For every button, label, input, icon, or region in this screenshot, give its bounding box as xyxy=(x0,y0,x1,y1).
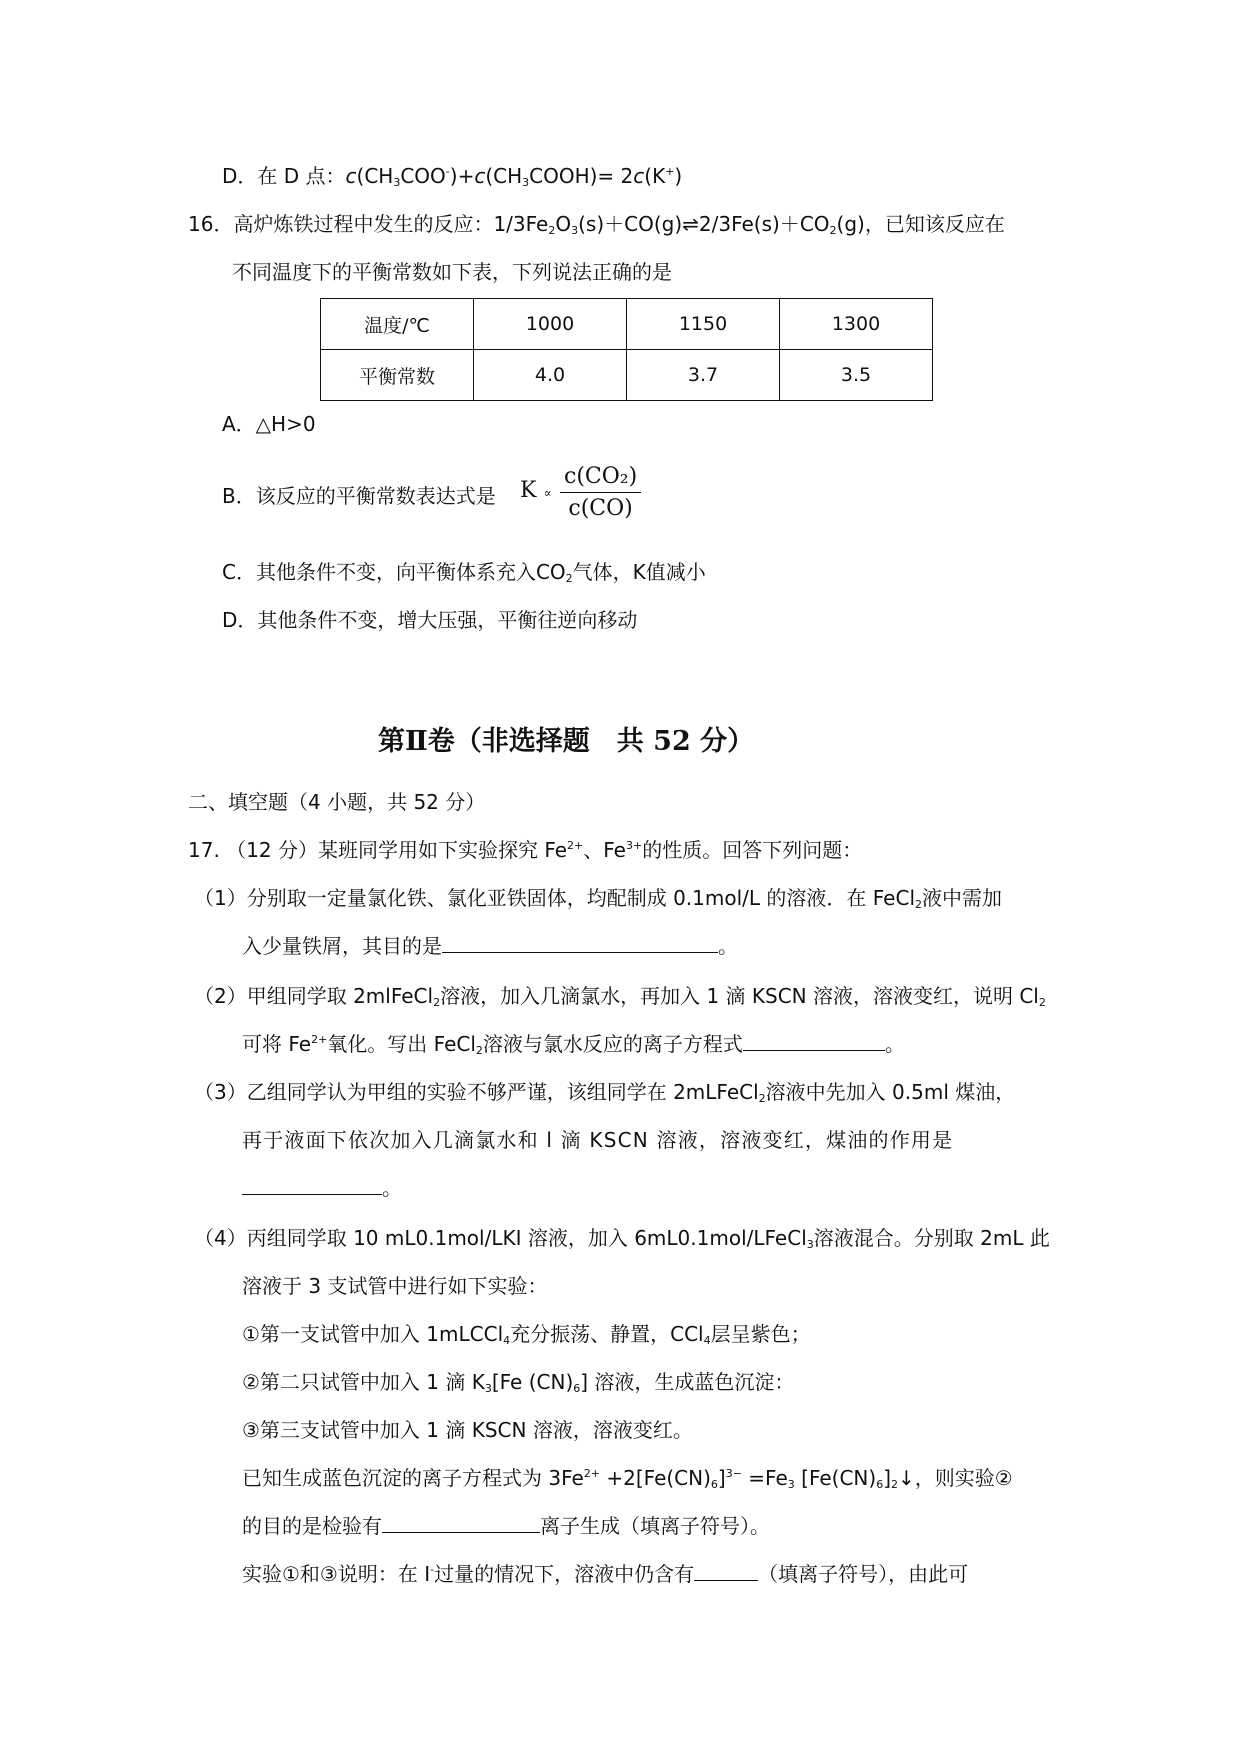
q15-option-d: D．在 D 点：$c(CH_3COO^-)+c(CH_3COOH)= 2c(K^+)$ xyxy=(222,164,683,189)
fraction-denominator: c(CO) xyxy=(568,496,633,521)
q16-stem-line2: 不同温度下的平衡常数如下表，下列说法正确的是 xyxy=(232,260,672,284)
answer-blank[interactable] xyxy=(694,1562,758,1581)
q16-option-a: A．△H>0 xyxy=(222,412,316,436)
answer-blank[interactable] xyxy=(242,1176,382,1195)
equilibrium-constant-table xyxy=(320,298,933,401)
q17-part2: （2）甲组同学取 2mlFeCl$_2$溶液，加入几滴氯水，再加入 1 滴 KSCN 溶液，溶液变红，说明 $Cl_2$ xyxy=(194,984,1046,1009)
table-cell: 1300 xyxy=(780,299,933,350)
q16-stem: 16．高炉炼铁过程中发生的反应：$1/3Fe_2O_3(s)+CO(g)\rightleftharpoons 2/3Fe(s)+CO_2(g)$，已知该反应在 xyxy=(188,212,1005,237)
fraction-numerator: c(CO₂) xyxy=(560,464,641,493)
experiment-conclusion: 实验①和③说明：在 I-过量的情况下，溶液中仍含有 （填离子符号），由此可 xyxy=(242,1562,969,1586)
q17-part1: （1）分别取一定量氯化铁、氯化亚铁固体，均配制成 0.1mol/L 的溶液．在 FeCl$_2$液中需加 xyxy=(194,886,1002,911)
q17-part3-line3: 。 xyxy=(242,1176,402,1200)
q16-option-b: B．该反应的平衡常数表达式是 xyxy=(222,484,496,508)
q17-part2-line2: 可将 $Fe^{2+}$氧化。写出 FeCl$_2$溶液与氯水反应的离子方程式 。 xyxy=(242,1032,905,1057)
answer-blank[interactable] xyxy=(442,934,718,953)
q17-part4: （4）丙组同学取 10 mL0.1mol/LKI 溶液，加入 6mL0.1mol/LFeCl$_3$溶液混合。分别取 2mL 此 xyxy=(194,1226,1050,1251)
k-symbol: K ∝ xyxy=(520,478,552,503)
table-cell: 1000 xyxy=(474,299,627,350)
q17-part3: （3）乙组同学认为甲组的实验不够严谨，该组同学在 2mLFeCl$_2$溶液中先加入 0.5ml 煤油， xyxy=(194,1080,1016,1105)
answer-blank[interactable] xyxy=(382,1514,540,1533)
section-heading: 二、填空题（4 小题，共 52 分） xyxy=(188,790,486,814)
table-cell: 1150 xyxy=(627,299,780,350)
section-title: 第Ⅱ卷（非选择题 共 52 分） xyxy=(378,726,755,757)
q17-stem: 17. （12 分）某班同学用如下实验探究 $Fe^{2+}$、$Fe^{3+}$的性质。回答下列问题： xyxy=(188,838,863,862)
q17-part1-line2: 入少量铁屑，其目的是 。 xyxy=(242,934,738,958)
q16-option-d: D．其他条件不变，增大压强，平衡往逆向移动 xyxy=(222,608,638,632)
answer-blank[interactable] xyxy=(743,1032,885,1051)
table-cell: 温度/℃ xyxy=(321,299,474,350)
experiment-3: ③第三支试管中加入 1 滴 KSCN 溶液，溶液变红。 xyxy=(242,1418,693,1442)
table-row xyxy=(321,350,933,401)
k-expression-fraction xyxy=(560,464,641,521)
table-cell: 3.7 xyxy=(627,350,780,401)
experiment-purpose: 的目的是检验有 离子生成（填离子符号）。 xyxy=(242,1514,770,1538)
q17-part3-line2: 再于液面下依次加入几滴氯水和 l 滴 KSCN 溶液，溶液变红，煤油的作用是 xyxy=(242,1128,954,1152)
table-cell: 平衡常数 xyxy=(321,350,474,401)
table-cell: 4.0 xyxy=(474,350,627,401)
q17-part4-line2: 溶液于 3 支试管中进行如下实验： xyxy=(242,1274,548,1298)
known-equation: 已知生成蓝色沉淀的离子方程式为 $3Fe^{2+} +2[Fe(CN)_6]^{3-} =Fe_3$ $[Fe(CN)_6]_2↓$，则实验② xyxy=(242,1466,1013,1491)
q16-option-c: C．其他条件不变，向平衡体系充入$CO_2$气体，K值减小 xyxy=(222,560,706,585)
experiment-1: ①第一支试管中加入 1mLCCl$_4$充分振荡、静置，CCl$_4$层呈紫色； xyxy=(242,1322,811,1347)
table-cell: 3.5 xyxy=(780,350,933,401)
table-row xyxy=(321,299,933,350)
experiment-2: ②第二只试管中加入 1 滴 $K_3[Fe$ $(CN)_6$] 溶液，生成蓝色沉淀： xyxy=(242,1370,795,1395)
